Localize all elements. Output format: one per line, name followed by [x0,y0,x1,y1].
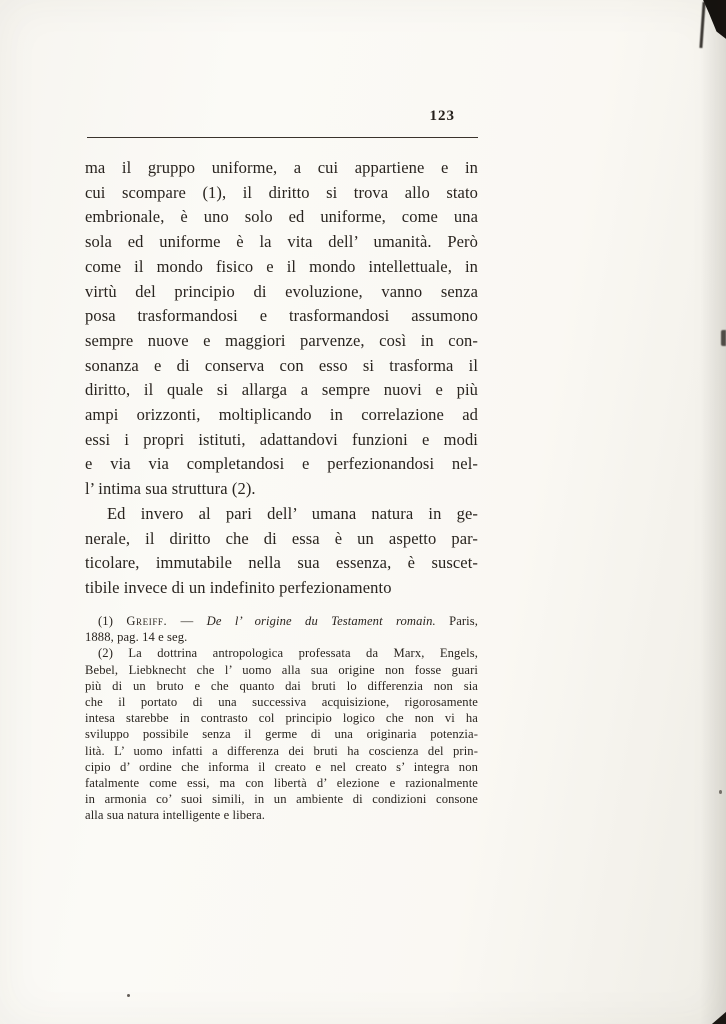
footnote-text-line: più di un bruto e che quanto dai bruti lo differenzia non sia [85,678,478,693]
paragraph-new [85,502,478,601]
text-line: Ed invero al pari dell’ umana natura in ge- [107,503,478,523]
page-number: 123 [429,108,455,124]
text-line: come il mondo fisico e il mondo intellettuale, in [85,256,478,276]
scan-artifact-bottom-left-speck [127,994,130,997]
footnote-1-dash: — [180,614,194,628]
footnote-1-line-1 [85,613,478,629]
footnote-1-marker: (1) [98,614,113,628]
scan-artifact-top-right-streak [699,2,705,48]
text-line: ma il gruppo uniforme, a cui appartiene e in [85,158,478,177]
text-line: virtù del principio di evoluzione, vanno senza [85,281,478,301]
text-line: e via via completandosi e perfezionandosi nel- [85,454,478,474]
text-line: nerale, il diritto che di essa è un aspetto par- [85,528,478,548]
text-line: sola ed uniforme è la vita dell’ umanità. Però [85,232,478,252]
text-line: embrionale, è uno solo ed uniforme, come una [85,207,478,227]
text-line: diritto, il quale si allarga a sempre nuovi e più [85,380,478,400]
footnote-1-line-2: 1888, pag. 14 e seg. [85,630,188,645]
text-line: ampi orizzonti, moltiplicando in correlazione ad [85,405,478,425]
text-line: cui scompare (1), il diritto si trova allo stato [85,182,478,202]
text-line: ticolare, immutabile nella sua essenza, è suscet- [85,553,478,573]
footnote-2 [85,645,478,823]
footnote-text-line: in armonia co’ suoi simili, in un ambiente di condizioni consone [85,792,478,807]
text-line: sempre nuove e maggiori parvenze, così in con- [85,330,478,350]
footnote-1-tail: Paris, [449,614,479,628]
footnote-text-line: Bebel, Liebknecht che l’ uomo alla sua origine non fosse guari [85,662,478,677]
header-rule [87,137,478,138]
scan-artifact-top-right-blob [700,0,726,42]
footnote-text-line: che il portato di una successiva acquisizione, rigorosamente [85,695,478,710]
footnote-text-line: lità. L’ uomo infatti a differenza dei bruti ha coscienza del prin- [85,743,478,758]
text-line: posa trasformandosi e trasformandosi assumono [85,306,478,326]
scan-artifact-right-edge-mark [721,330,726,346]
text-line: essi i propri istituti, adattandovi funzioni e modi [85,429,478,449]
footnote-1-title: De l’ origine du Testament romain. [206,614,436,628]
text-line: l’ intima sua struttura (2). [85,479,256,499]
footnotes-block [85,613,478,824]
footnote-1-author: Greiff. [126,614,168,628]
footnote-text-line: fatalmente come essi, ma con libertà d’ elezione e razionalmente [85,776,478,791]
scan-artifact-bottom-right-blob [691,1002,726,1024]
footnote-text-line: intesa starebbe in contrasto col principio logico che non vi ha [85,711,478,726]
body-text [85,156,478,601]
footnote-text-line: alla sua natura intelligente e libera. [85,808,266,823]
text-line: sonanza e di conserva con esso si trasforma il [85,355,478,375]
page-curvature-shade [700,0,726,1024]
text-line: tibile invece di un indefinito perfezionamento [85,577,392,597]
footnote-text-line: cipio d’ ordine che informa il creato e nel creato s’ integra non [85,759,478,774]
scan-artifact-right-speck [719,790,722,794]
footnote-text-line: (2) La dottrina antropologica professata da Marx, Engels, [98,646,478,661]
paragraph-continuation [85,156,478,502]
footnote-text-line: sviluppo possibile senza il germe di una originaria potenzia- [85,727,478,742]
